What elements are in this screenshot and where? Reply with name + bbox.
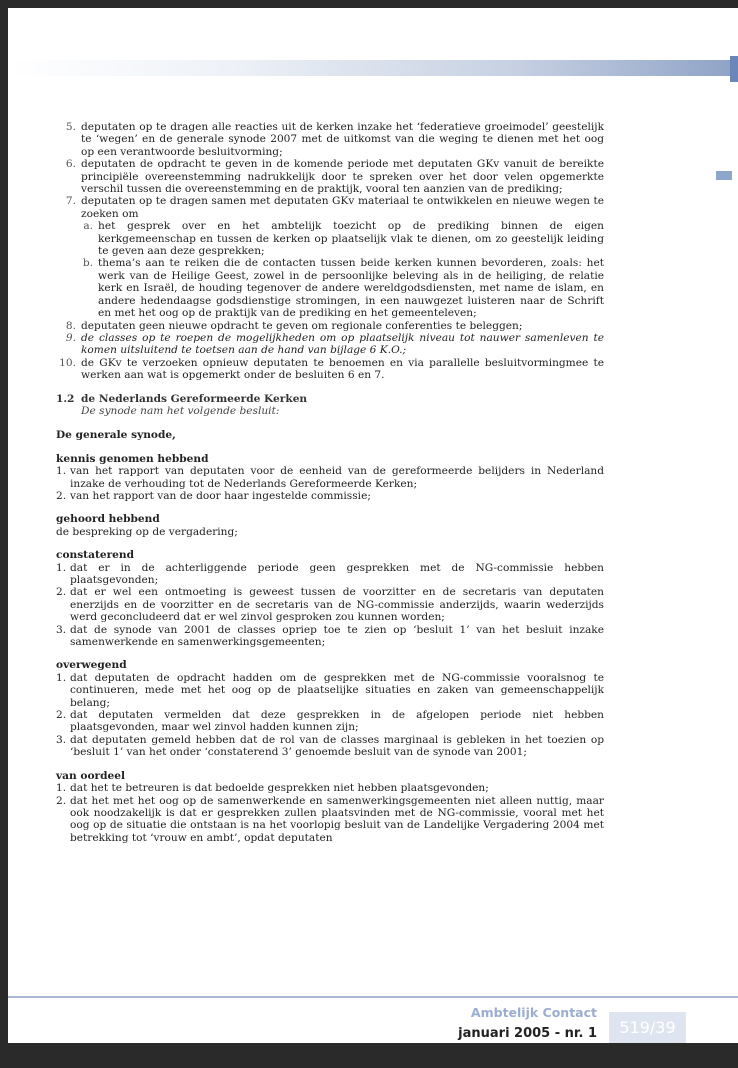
list-item: 8. deputaten geen nieuwe opdracht te geven om regionale conferenties te beleggen; [65,319,523,332]
list-item: 1. dat er in de achterliggende periode geen gesprekken met de NG-commissie hebben plaatsgevonden; [56,561,604,586]
block-heading: kennis genomen hebbend [56,452,209,465]
sub-list [81,220,604,319]
section-heading: 1.2 de Nederlands Gereformeerde Kerken [56,392,308,405]
list-item: 1. dat het te betreuren is dat bedoelde gesprekken niet hebben plaatsgevonden; [56,782,489,795]
list-item: 2. dat er wel een ontmoeting is geweest tussen de voorzitter en de secretaris van deputaten enerzijds en de voorzitter en de secretaris van de NG-commissie anderzijds, waarin wederzijds werd geconcludeerd dat er wel zinvol gesproken zou kunnen worden; [56,586,604,624]
section-intro: De synode nam het volgende besluit: [81,404,280,417]
magazine-title: Ambtelijk Contact [470,1005,597,1020]
block-heading: overwegend [56,659,127,672]
header-gradient-band [8,60,738,76]
list-item: 5. deputaten op te dragen alle reacties uit de kerken inzake het ‘federatieve groeimodel’ geestelijk te ‘wegen’ en de generale synode 2007 met de uitkomst van die weging te dienen met het oog op een verantwoorde besluitvorming; [65,121,604,158]
list-item: 3. dat de synode van 2001 de classes opriep toe te zien op ‘besluit 1’ van het besluit inzake samenwerkende en samenwerkingsgemeenten; [56,623,604,649]
list-item: 1. dat deputaten de opdracht hadden om de gesprekken met de NG-commissie vooralsnog te continueren, mede met het oog op de plaatselijke situaties en zaken van gemeenschappelijk belang; [56,671,604,709]
list-item: 1. van het rapport van deputaten voor de eenheid van de gereformeerde belijders in Nederland inzake de verhouding tot de Nederlands Gereformeerde Kerken; [56,465,604,490]
block-text: de bespreking op de vergadering; [56,525,238,538]
sub-list-item: b. thema’s aan te reiken die de contacten tussen beide kerken kunnen bevorderen, zoals: het werk van de Heilige Geest, zowel in de persoonlijke beleving als in de heiliging, de relatie kerk en Israël, de houding tegenover de andere wereldgodsdiensten, met name de islam, en andere hedendaagse godsdienstige stromingen, in een nauwgezet luisteren naar de Schrift en met het oog op de praktijk van de prediking en het gemeenteleven; [82,257,604,320]
kennis-block [56,453,604,503]
footer-rule [8,996,738,998]
list-item: 9. de classes op te roepen de mogelijkheden om op plaatselijk niveau tot nauwer samenleven te komen uitsluitend te toetsen aan de hand van bijlage 6 K.O.; [65,331,604,357]
besluit-list [56,121,604,382]
list-item: 10. de GKv te verzoeken opnieuw deputaten te benoemen en via parallelle besluitvormingmee te werken aan wat is opgemerkt onder de besluiten 6 en 7. [59,356,604,382]
sub-list-item: a. het gesprek over en het ambtelijk toezicht op de prediking binnen de eigen kerkgemeenschap en tussen de kerken op plaatselijk vlak te dienen, om zo geestelijk leiding te geven aan deze gesprekken; [83,220,604,258]
list-item: 2. dat deputaten vermelden dat deze gesprekken in de afgelopen periode niet hebben plaatsgevonden, maar wel zinvol hadden kunnen zijn; [56,709,604,734]
constaterend-block [56,549,604,648]
block-heading: van oordeel [56,769,126,782]
issue-label: januari 2005 - nr. 1 [458,1026,597,1041]
block-heading: constaterend [56,549,135,562]
block-heading: gehoord hebbend [56,513,160,526]
margin-arrow-marker [716,171,732,180]
van-oordeel-block [56,770,604,844]
document-page [8,8,738,1043]
synode-heading: De generale synode, [56,429,176,442]
list-item: 2. dat het met het oog op de samenwerkende en samenwerkingsgemeenten niet alleen nuttig, maar ook noodzakelijk is dat er gesprekken zullen plaatsvinden met de NG-commissie, vooral met het oog op de situatie die ontstaan is na het voorlopig besluit van de Landelijke Vergadering 2004 met betrekking tot ‘vrouw en ambt’, opdat deputaten [56,794,604,844]
header-edge-tab [730,56,738,82]
page-number: 519/39 [609,1012,686,1043]
list-item: 7. deputaten op te dragen samen met deputaten GKv materiaal te ontwikkelen en nieuwe wegen te zoeken om a. het gesprek over en het ambtelijk toezicht op de prediking binnen de eigen kerkgemeenschap en tussen de kerken op plaatselijk vlak te dienen, om zo geestelijk leiding te geven aan deze gesprekken; b. thema’s aan te reiken die de contacten tussen beide kerken kunnen bevorderen, zoals: het werk van de Heilige Geest, zowel in de persoonlijke beleving als in de heiliging, de relatie kerk en Israël, de houding tegenover de andere wereldgodsdiensten, met name de islam, en andere hedendaagse godsdienstige stromingen, in een nauwgezet luisteren naar de Schrift en met het oog op de praktijk van de prediking en het gemeenteleven; [65,195,604,320]
list-item: 2. van het rapport van de door haar ingestelde commissie; [56,489,371,502]
gehoord-block [56,513,604,538]
list-item: 6. deputaten de opdracht te geven in de komende periode met deputaten GKv vanuit de bereikte principiële overeenstemming nadrukkelijk door te spreken over het door velen opgemerkte verschil tussen die overeenstemming en de praktijk, vooral ten aanzien van de prediking; [65,158,604,196]
document-body [56,121,604,844]
overwegend-block [56,659,604,758]
list-item: 3. dat deputaten gemeld hebben dat de rol van de classes marginaal is gebleken in het toezien op ‘besluit 1’ van het onder ‘constaterend 3’ genoemde besluit van de synode van 2001; [56,733,604,759]
